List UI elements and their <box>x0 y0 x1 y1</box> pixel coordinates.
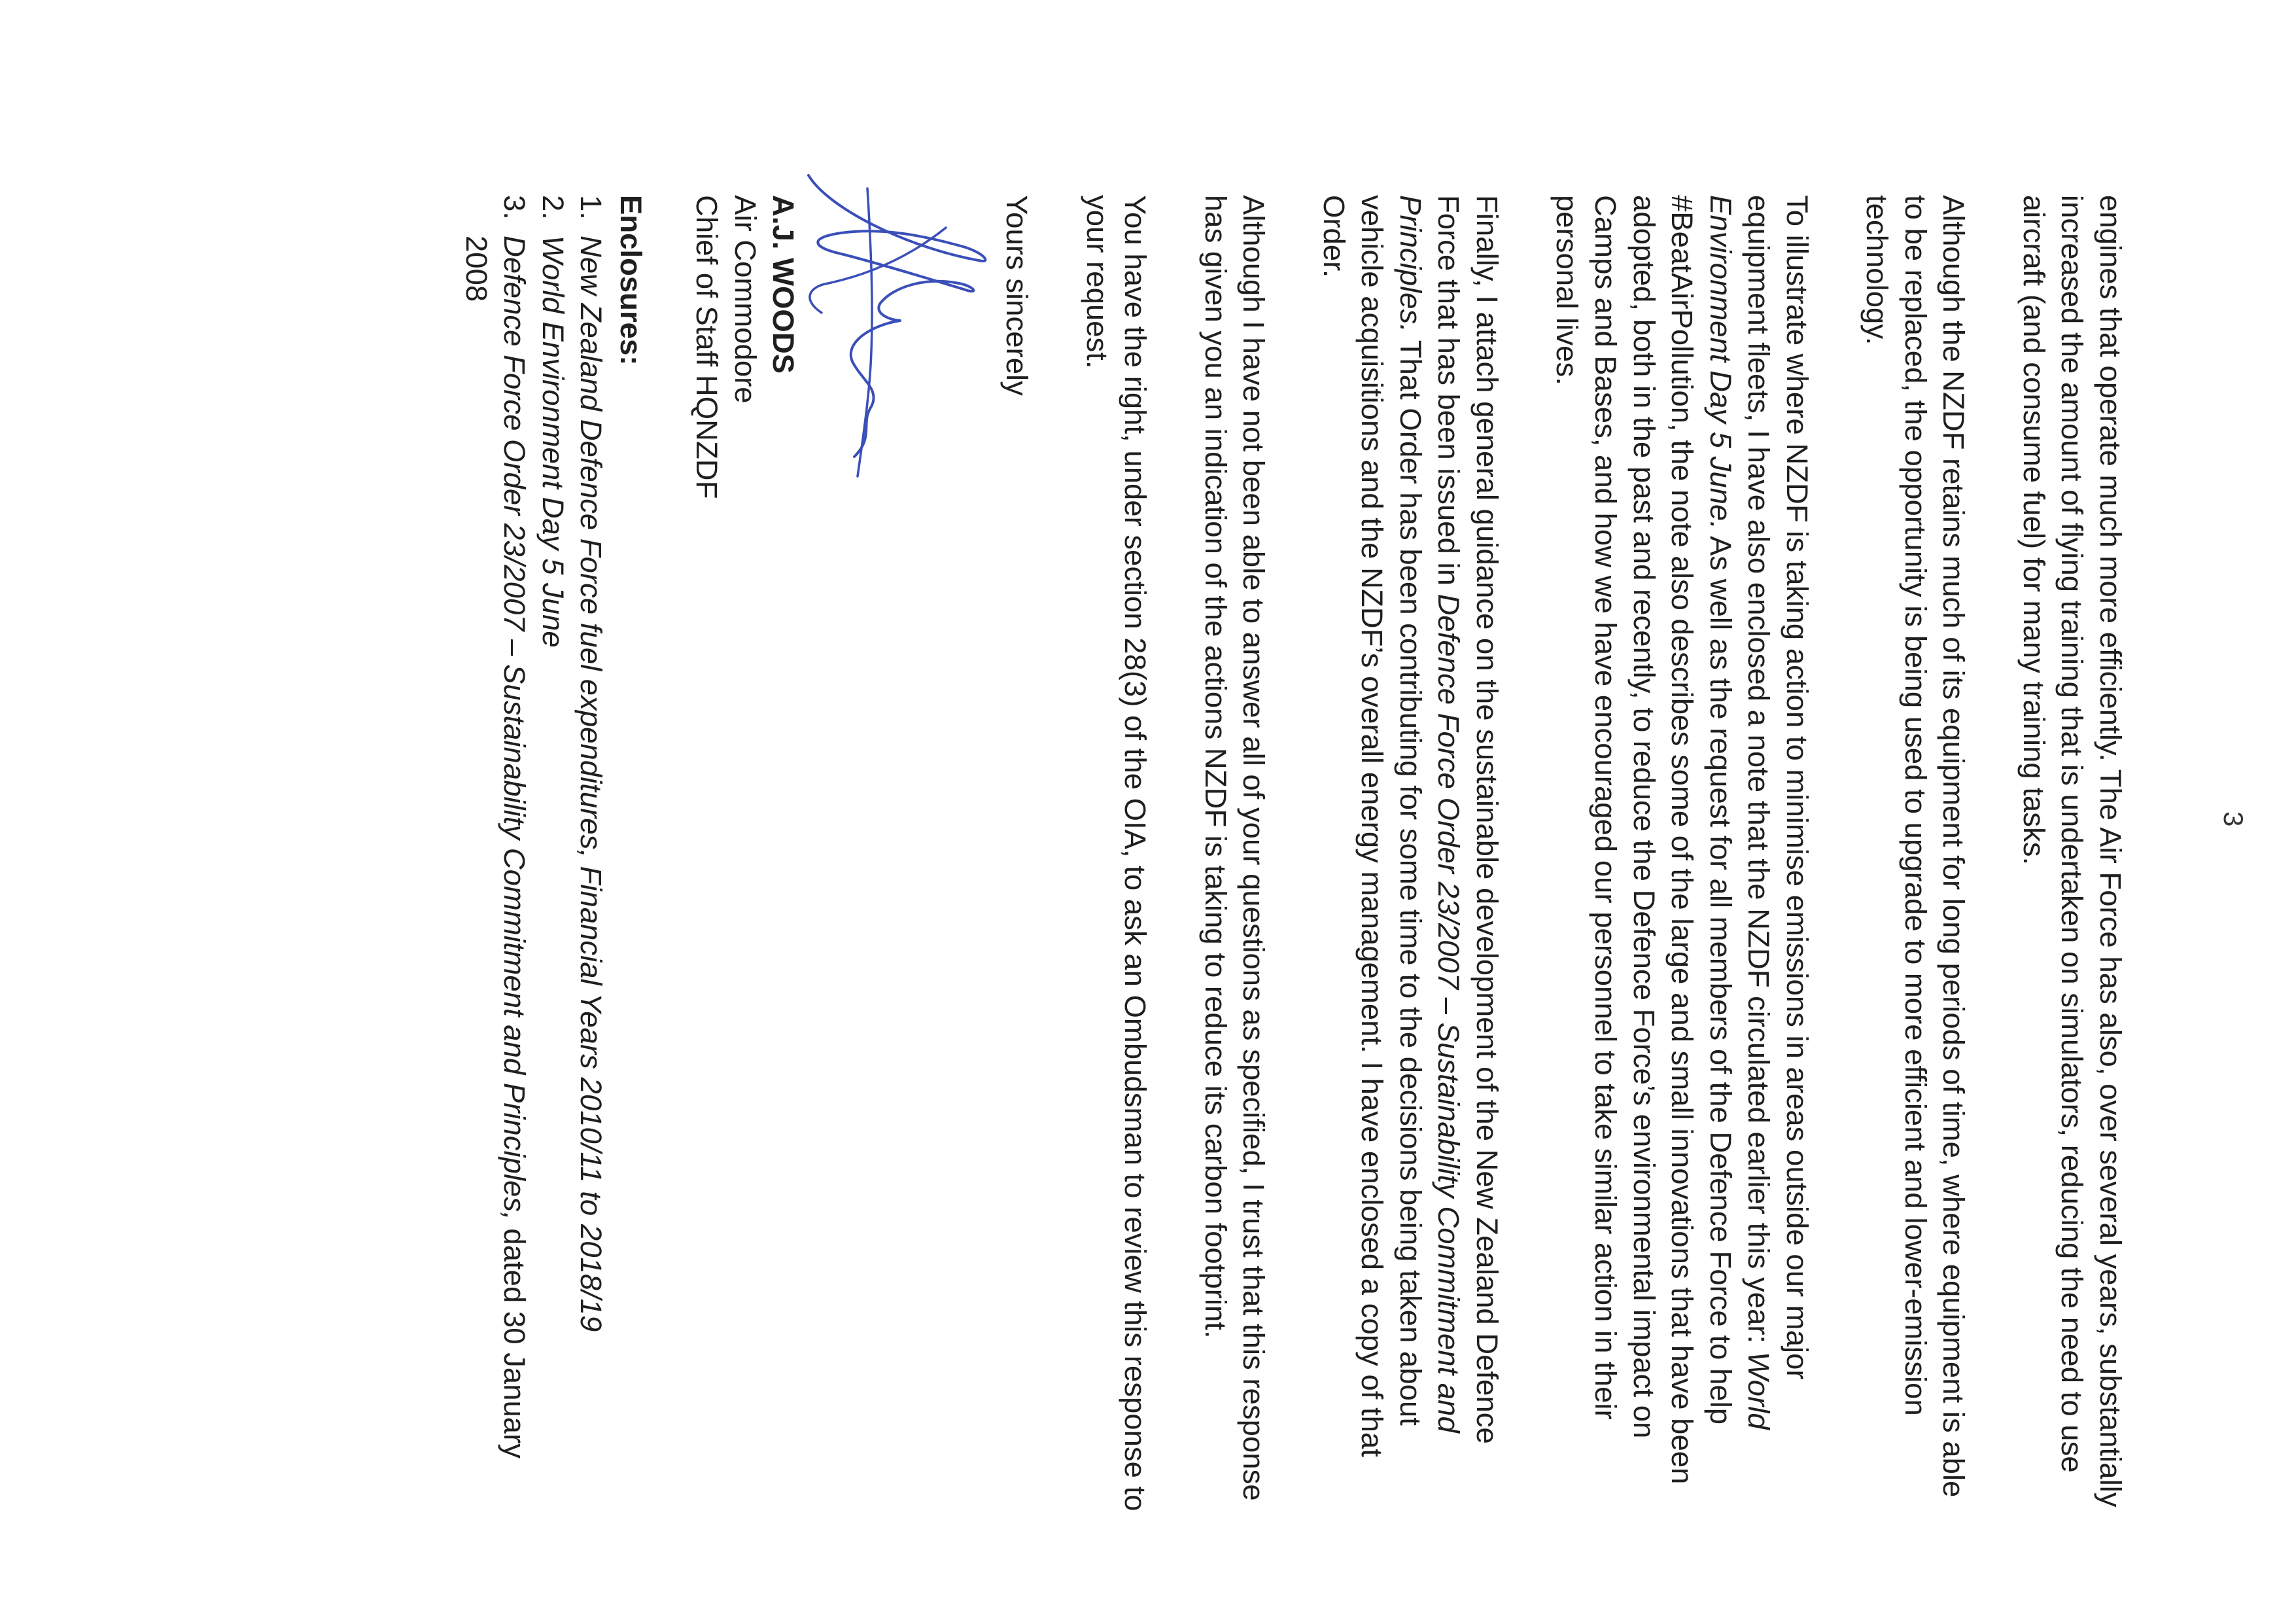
body-paragraph <box>1858 195 1973 1517</box>
italic-reference: Defence Force Order 23/2007 – Sustainability Commitment and Principles. <box>1393 195 1466 1433</box>
paragraph-text: Although the NZDF retains much of its equipment for long periods of time, where equipment is able to be replaced, the opportunity is being used to upgrade to more efficient and lower-emission technology. <box>1860 195 1971 1498</box>
paragraph-text: engines that operate much more efficiently. The Air Force has also, over several years, substantially increased the amount of flying training that is undertaken on simulators, reducing the need to use aircraft (and consume fuel) for many training tasks. <box>2017 195 2127 1508</box>
enclosure-title: World Environment Day 5 June <box>536 236 570 648</box>
enclosures-list <box>457 195 610 1517</box>
paragraph-list <box>1077 195 2129 1517</box>
page-number: 3 <box>2218 811 2249 827</box>
enclosure-title: dated 30 January 2008 <box>459 236 532 1459</box>
signature-area <box>802 195 965 1517</box>
enclosure-item <box>572 195 610 1517</box>
enclosures-heading: Enclosures: <box>614 195 648 366</box>
signatory-rank: Air Commodore <box>728 195 762 404</box>
paragraph-text: You have the right, under section 28(3) of the OIA, to ask an Ombudsman to review this response to your request. <box>1080 195 1153 1511</box>
enclosure-item <box>457 195 533 1517</box>
paragraph-text: As well as the request for all members of the Defence Force to help #BeatAirPollution, the note also describes some of the large and small innovations that have been adopted, both in the past and recently, to reduce the Defence Force’s environmental impact on Camps and Bases, and how we have encouraged our personnel to take similar action in their personal lives. <box>1550 195 1737 1485</box>
italic-reference: World Environment Day 5 June. <box>1703 195 1776 1430</box>
closing-line: Yours sincerely <box>1000 195 1034 396</box>
signatory-name: A.J. WOODS <box>767 195 801 374</box>
paragraph-text: Although I have not been able to answer all of your questions as specified, I trust that this response has given you an indication of the actions NZDF is taking to reduce its carbon footprint. <box>1198 195 1271 1501</box>
body-paragraph <box>1077 195 1154 1517</box>
body-paragraph <box>1548 195 1816 1517</box>
enclosure-number: 2. <box>536 195 570 220</box>
body-paragraph <box>2014 195 2129 1517</box>
enclosure-title: New Zealand Defence Force fuel expenditures, Financial Years 2010/11 to 2018/19 <box>574 236 608 1332</box>
enclosure-title: Defence Force Order 23/2007 – Sustainability Commitment and Principles, <box>498 236 532 1220</box>
body-paragraph <box>1314 195 1506 1517</box>
signatory-position: Chief of Staff HQNZDF <box>690 195 724 499</box>
enclosure-number: 1. <box>574 195 608 220</box>
enclosure-item <box>533 195 572 1517</box>
letter-body <box>457 195 2129 1517</box>
enclosure-number: 3. <box>498 195 532 220</box>
paragraph-text: That Order has been contributing for some time to the decisions being taken about vehicle acquisitions and the NZDF’s overall energy management. I have enclosed a copy of that Order. <box>1317 195 1427 1457</box>
handwritten-signature-icon <box>769 149 1005 489</box>
paragraph-text: Finally, I attach general guidance on the sustainable development of the New Zealand Defence Force that has been issued in <box>1432 195 1504 1444</box>
body-paragraph <box>1196 195 1272 1517</box>
paragraph-text: To illustrate where NZDF is taking action to minimise emissions in areas outside our major equipment fleets, I have also enclosed a note that the NZDF circulated earlier this year: <box>1742 195 1814 1380</box>
